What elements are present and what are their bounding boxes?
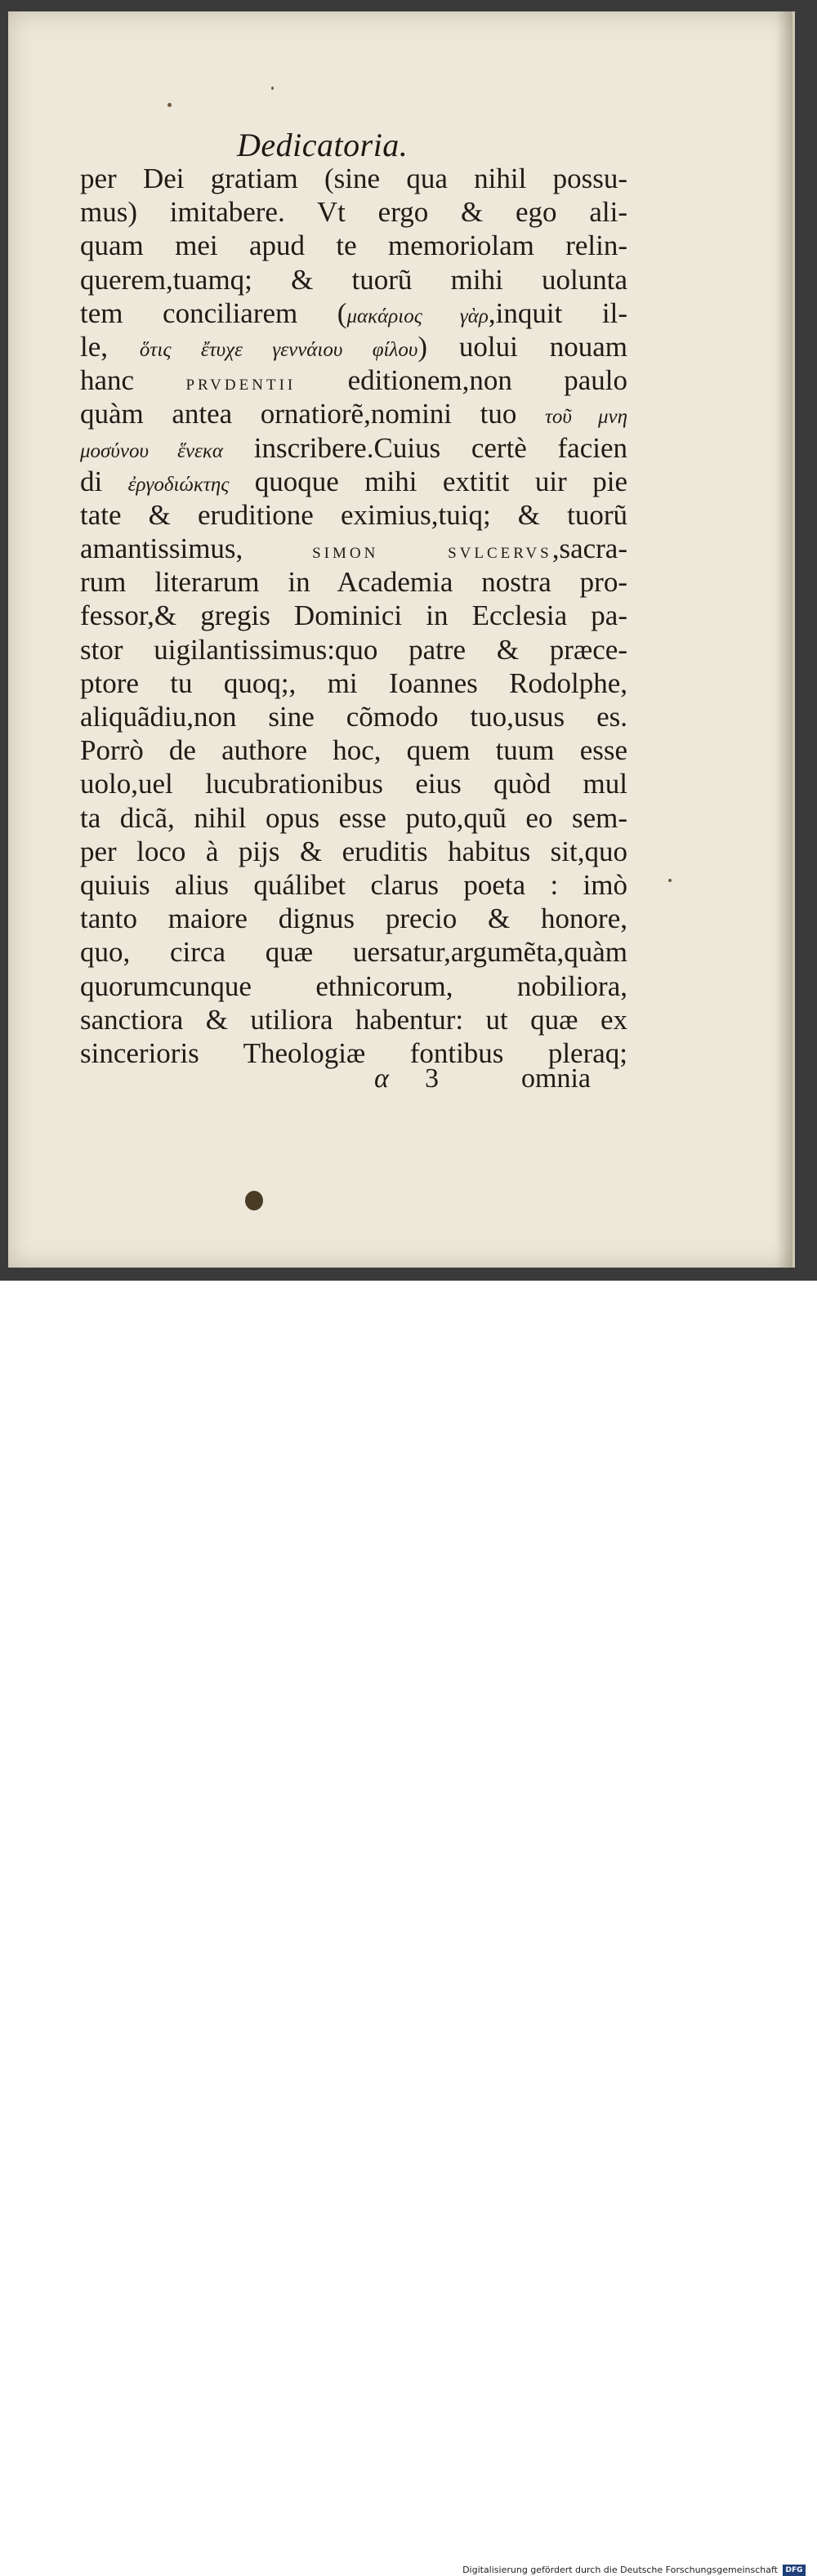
- text-segment: Porrò de authore hoc, quem tuum esse: [80, 734, 627, 767]
- text-line: [80, 666, 627, 700]
- text-line: [80, 835, 627, 868]
- greek-phrase: ἐργοδιώκτης: [127, 473, 230, 496]
- text-segment: ) uolui nouam: [417, 330, 627, 363]
- text-line: [80, 599, 627, 632]
- text-line: [80, 465, 627, 498]
- text-segment: di: [80, 465, 128, 497]
- text-line: [80, 902, 627, 935]
- text-segment: sanctiora & utiliora habentur: ut quæ ex: [80, 1003, 627, 1036]
- text-line: [80, 162, 627, 195]
- text-segment: ,inquit il-: [488, 296, 627, 329]
- text-segment: quo, circa quæ uersatur,argumẽta,quàm: [80, 936, 627, 969]
- text-segment: uolo,uel lucubrationibus eius quòd mul: [80, 768, 627, 800]
- ink-blot: [245, 1191, 263, 1210]
- text-line: [80, 296, 627, 330]
- text-segment: per loco à pijs & eruditis habitus sit,quo: [80, 835, 627, 867]
- text-segment: le,: [80, 330, 140, 363]
- text-line: [80, 633, 627, 666]
- catchword: omnia: [521, 1063, 591, 1094]
- greek-phrase: μακάριος γὰρ: [346, 305, 489, 328]
- text-line: [80, 498, 627, 532]
- text-segment: fessor,& gregis Dominici in Ecclesia pa-: [80, 599, 627, 632]
- footer-bar: [0, 1281, 817, 2575]
- running-head: Dedicatoria.: [237, 127, 408, 163]
- text-segment: inscribere.Cuius certè facien: [223, 431, 627, 464]
- text-line: [80, 1003, 627, 1036]
- text-line: [80, 733, 627, 767]
- text-segment: quoque mihi extitit uir pie: [229, 465, 627, 497]
- text-line: [80, 935, 627, 969]
- text-segment: querem,tuamq; & tuorũ mihi uolunta: [80, 263, 627, 296]
- text-line: [80, 565, 627, 599]
- text-segment: ptore tu quoq;, mi Ioannes Rodolphe,: [80, 666, 627, 699]
- page-number: 3: [425, 1063, 439, 1094]
- text-segment: rum literarum in Academia nostra pro-: [80, 566, 627, 599]
- text-segment: tanto maiore dignus precio & honore,: [80, 902, 627, 935]
- text-segment: sincerioris Theologiæ fontibus pleraq;: [80, 1036, 627, 1069]
- text-segment: ,sacra-: [551, 533, 627, 565]
- paper-speck: [271, 87, 274, 90]
- text-segment: tate & eruditione eximius,tuiq; & tuorũ: [80, 498, 627, 531]
- text-line: [80, 263, 627, 296]
- text-line: [80, 801, 627, 835]
- text-line: [80, 767, 627, 800]
- small-caps-name: SIMON SVLCERVS: [312, 545, 552, 563]
- text-segment: tem conciliarem (: [80, 296, 347, 329]
- text-line: [80, 431, 627, 465]
- text-segment: editionem,non paulo: [296, 364, 627, 397]
- text-line: [80, 397, 627, 430]
- text-line: [80, 700, 627, 733]
- text-line: [80, 330, 627, 363]
- text-line: [80, 363, 627, 397]
- text-line: [80, 868, 627, 902]
- text-segment: ta dicã, nihil opus esse puto,quũ eo sem-: [80, 801, 627, 834]
- text-segment: stor uigilantissimus:quo patre & præce-: [80, 633, 627, 666]
- body-text: [80, 162, 627, 1070]
- small-caps-name: PRVDENTII: [185, 377, 297, 394]
- text-segment: hanc: [80, 364, 186, 397]
- text-line: [80, 229, 627, 262]
- book-page: [8, 11, 795, 1268]
- paper-speck: [668, 879, 672, 882]
- signature-mark: α: [374, 1063, 389, 1094]
- text-segment: quiuis alius quálibet clarus poeta : imò: [80, 868, 627, 901]
- paper-speck: [167, 103, 172, 107]
- dfg-logo: DFG: [783, 2565, 806, 2576]
- text-segment: quam mei apud te memoriolam relin-: [80, 230, 627, 262]
- greek-phrase: ὅτις ἔτυχε γεννάιου φίλου: [139, 338, 418, 361]
- greek-phrase: μοσύνου ἕνεκα: [80, 439, 224, 462]
- text-segment: quàm antea ornatiorẽ,nomini tuo: [80, 398, 545, 430]
- greek-phrase: τοῦ μνη: [544, 406, 627, 429]
- text-segment: mus) imitabere. Vt ergo & ego ali-: [80, 196, 627, 229]
- text-line: [80, 532, 627, 565]
- text-line: [80, 195, 627, 229]
- page-footer-line: [8, 1063, 792, 1099]
- text-segment: amantissimus,: [80, 533, 313, 565]
- text-line: [80, 969, 627, 1003]
- text-segment: quorumcunque ethnicorum, nobiliora,: [80, 969, 627, 1002]
- text-segment: aliquãdiu,non sine cõmodo tuo,usus es.: [80, 701, 627, 733]
- digitization-credit: Digitalisierung gefördert durch die Deutsche Forschungsgemeinschaft: [462, 2565, 778, 2575]
- text-segment: per Dei gratiam (sine qua nihil possu-: [80, 163, 627, 194]
